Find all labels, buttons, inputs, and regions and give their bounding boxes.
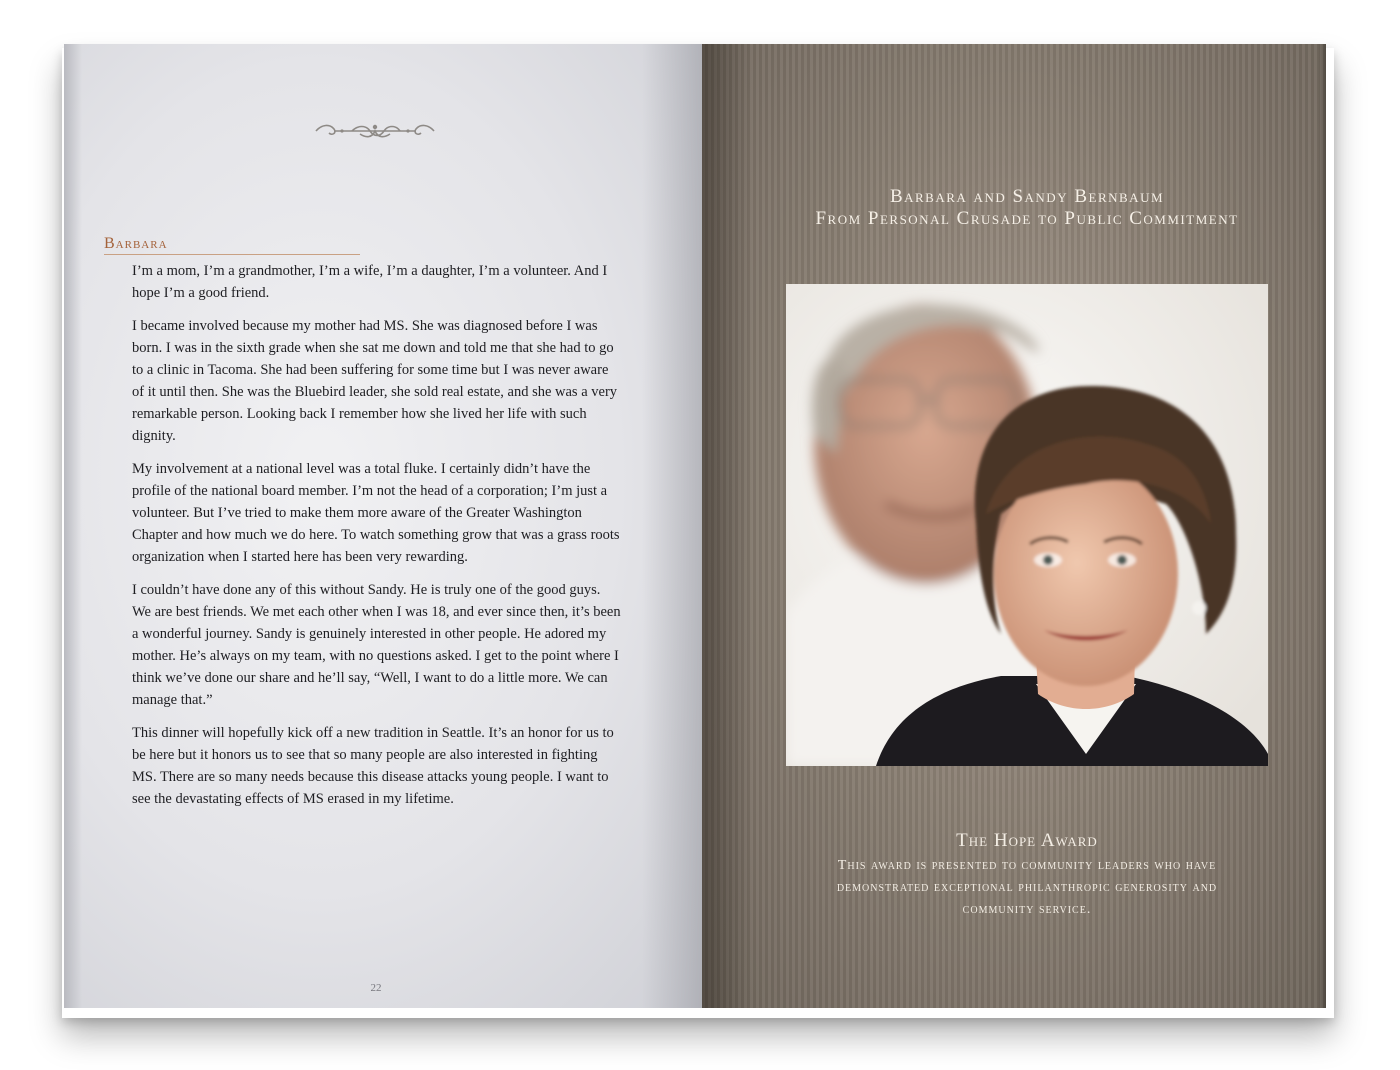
left-page xyxy=(64,44,702,1008)
flourish-ornament-icon xyxy=(312,122,438,140)
portrait-illustration xyxy=(786,284,1268,766)
paragraph: I became involved because my mother had MS. She was diagnosed before I was born. I was in the sixth grade when she sat me down and told me that she had to go to a clinic in Tacoma. She had been suffering for some time but I was never aware of it until then. She was the Bluebird leader, she sold real estate, and she was a very remarkable person. Looking back I remember how she lived her life with such dignity. xyxy=(132,318,618,444)
title-line-names: Barbara and Sandy Bernbaum xyxy=(889,186,1165,207)
paragraph: This dinner will hopefully kick off a new tradition in Seattle. It’s an honor for us to be here but it honors us to see that so many people are also interested in fighting MS. There are so many needs because this disease attacks young people. I want to see the devastating effects of MS erased in my lifetime. xyxy=(132,725,614,807)
right-page xyxy=(702,44,1326,1008)
award-block xyxy=(822,828,1232,921)
award-description: This award is presented to community leaders who have demonstrated exceptional philanthropic generosity and community service. xyxy=(836,858,1218,917)
page-number: 22 xyxy=(370,982,382,994)
portrait-photo xyxy=(786,284,1268,766)
award-title: The Hope Award xyxy=(956,830,1098,851)
paragraph: I’m a mom, I’m a grandmother, I’m a wife, I’m a daughter, I’m a volunteer. And I hope I’m a good friend. xyxy=(132,263,608,301)
body-text xyxy=(132,260,622,821)
title-line-subtitle: From Personal Crusade to Public Commitment xyxy=(815,208,1239,229)
paragraph: My involvement at a national level was a total fluke. I certainly didn’t have the profile of the national board member. I’m not the head of a corporation; I’m just a volunteer. But I’ve tried to make them more aware of the Greater Washington Chapter and how much we do here. To watch something grow that was a grass roots organization when I started here has been very rewarding. xyxy=(132,461,620,565)
section-title: Barbara xyxy=(104,234,360,255)
paragraph: I couldn’t have done any of this without Sandy. He is truly one of the good guys. We are best friends. We met each other when I was 18, and ever since then, it’s been a wonderful journey. Sandy is genuinely interested in other people. He adored my mother. He’s always on my team, with no questions asked. I get to the point where I think we’ve done our share and he’ll say, “Well, I want to do a little more. We can manage that.” xyxy=(132,582,621,708)
page-title xyxy=(742,186,1312,230)
